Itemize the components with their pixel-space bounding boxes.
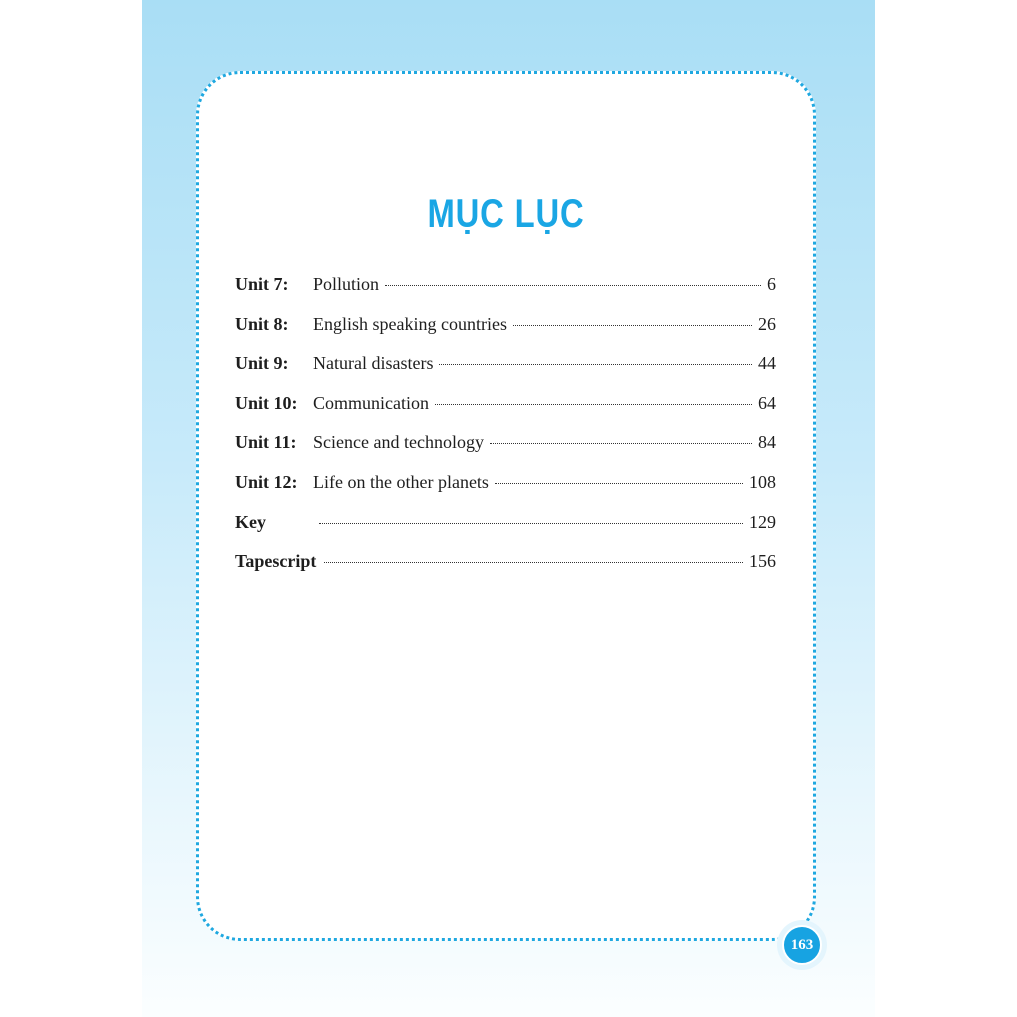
- toc-row: [235, 393, 776, 433]
- toc-page-number: 129: [749, 511, 776, 532]
- toc-row: [235, 472, 776, 512]
- toc-topic: English speaking countries: [313, 313, 507, 334]
- dot-leader: [439, 363, 752, 365]
- toc-page-number: 156: [749, 551, 776, 572]
- toc-topic: Natural disasters: [313, 353, 434, 374]
- content-card: [196, 71, 816, 941]
- toc-row-key: [235, 512, 776, 552]
- dot-leader: [490, 442, 752, 444]
- toc-tapescript-label: Tapescript: [235, 551, 317, 572]
- dot-leader: [324, 561, 743, 563]
- toc-page-number: 44: [758, 353, 776, 374]
- toc-unit-label: Unit 12:: [235, 471, 298, 492]
- toc-topic: Communication: [313, 392, 429, 413]
- toc-row: [235, 314, 776, 354]
- toc-page-number: 6: [767, 274, 776, 294]
- toc-unit-label: Unit 7:: [235, 274, 289, 294]
- toc-unit-label: Unit 11:: [235, 432, 297, 453]
- toc-topic: Life on the other planets: [313, 471, 489, 492]
- toc-unit-label: Unit 9:: [235, 353, 289, 374]
- toc-row: [235, 432, 776, 472]
- dot-leader: [495, 482, 743, 484]
- page-number-badge: [777, 920, 827, 970]
- toc-unit-label: Unit 8:: [235, 313, 289, 334]
- dot-leader: [435, 403, 752, 405]
- page-title: MỤC LỤC: [427, 192, 585, 236]
- toc-topic: Pollution: [313, 274, 380, 294]
- toc-page-number: 26: [758, 313, 776, 334]
- toc-page-number: 108: [749, 471, 776, 492]
- dot-leader: [319, 522, 743, 524]
- table-of-contents: [235, 274, 776, 591]
- dot-leader: [513, 324, 752, 326]
- book-page: [142, 0, 875, 1017]
- toc-key-label: Key: [235, 511, 266, 532]
- dot-leader: [385, 284, 761, 286]
- page-number: 163: [782, 925, 822, 965]
- toc-row-tapescript: [235, 551, 776, 591]
- toc-page-number: 64: [758, 392, 776, 413]
- toc-row: [235, 274, 776, 314]
- toc-unit-label: Unit 10:: [235, 392, 298, 413]
- toc-page-number: 84: [758, 432, 776, 453]
- toc-topic: Science and technology: [313, 432, 484, 453]
- toc-row: [235, 353, 776, 393]
